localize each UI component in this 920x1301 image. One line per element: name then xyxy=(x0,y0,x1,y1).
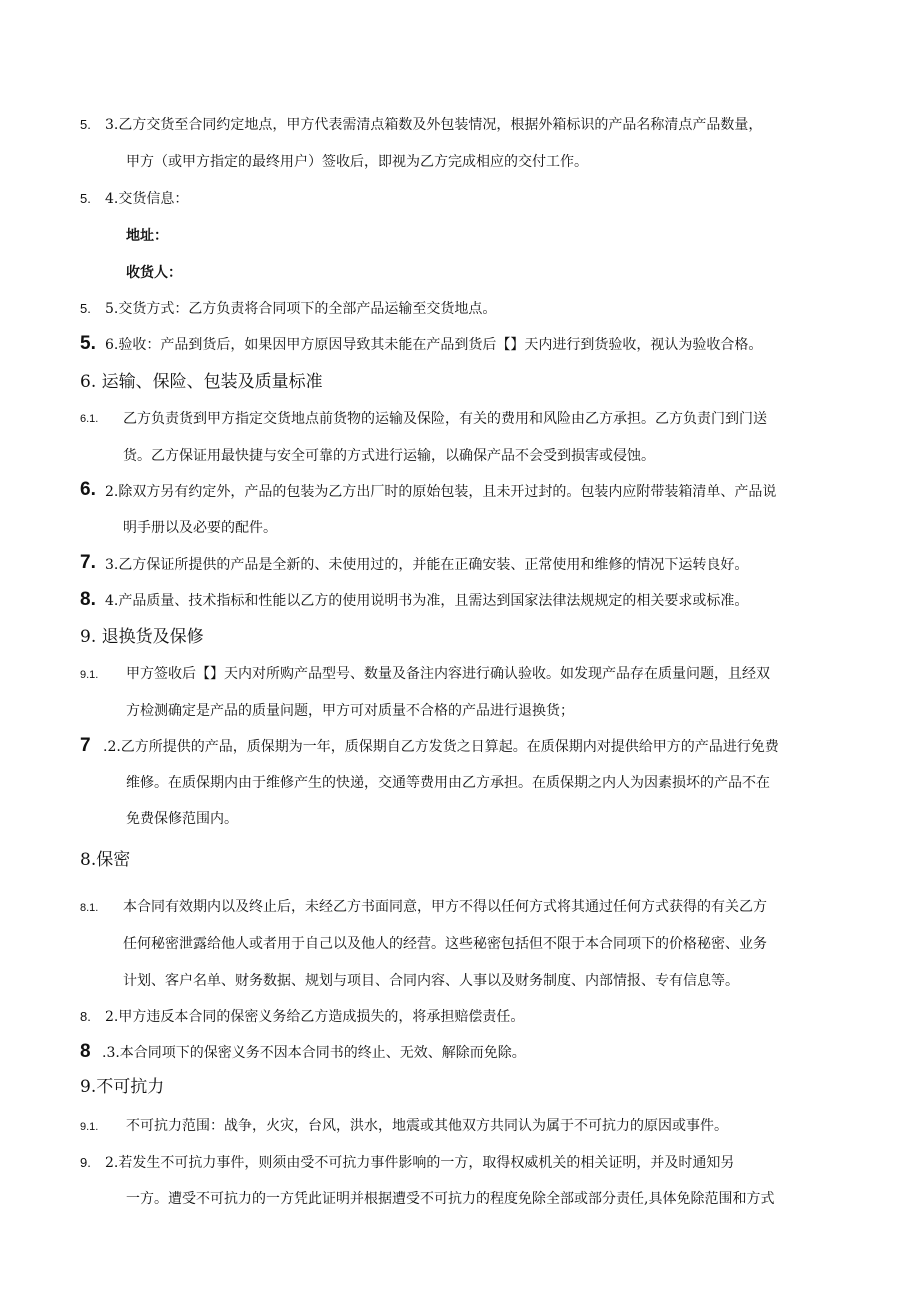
clause-number: 6. xyxy=(80,479,96,500)
clause-5-5-text: 5.交货方式：乙方负责将合同项下的全部产品运输至交货地点。 xyxy=(105,301,497,317)
clause-number: 8. xyxy=(80,1009,91,1024)
section-heading-9-returns: 9. 退换货及保修 xyxy=(80,627,204,647)
clause-number: 5. xyxy=(80,301,91,316)
address-label: 地址： xyxy=(126,228,168,244)
clause-7-3-text: 3.乙方保证所提供的产品是全新的、未使用过的，并能在正确安装、正常使用和维修的情况下运转良好。 xyxy=(105,557,749,573)
clause-9-1-text: 甲方签收后【】天内对所购产品型号、数量及备注内容进行确认验收。如发现产品存在质量问题，且经双 xyxy=(126,666,770,682)
clause-9-2-text-cont: 一方。遭受不可抗力的一方凭此证明并根据遭受不可抗力的程度免除全部或部分责任,具体免除范围和方式 xyxy=(126,1191,775,1207)
section-heading-6: 6. 运输、保险、包装及质量标准 xyxy=(80,372,323,392)
clause-8-3-text: .3.本合同项下的保密义务不因本合同书的终止、无效、解除而免除。 xyxy=(102,1045,526,1061)
clause-number: 7. xyxy=(80,552,96,573)
clause-9-1-text-cont: 方检测确定是产品的质量问题，甲方可对质量不合格的产品进行退换货； xyxy=(126,703,574,719)
clause-number: 9. xyxy=(80,1155,91,1170)
clause-6-1-text: 乙方负责货到甲方指定交货地点前货物的运输及保险，有关的费用和风险由乙方承担。乙方负责门到门送 xyxy=(123,411,767,427)
clause-5-6-text: 6.验收：产品到货后，如果因甲方原因导致其未能在产品到货后【】天内进行到货验收，视认为验收合格。 xyxy=(105,337,763,353)
clause-number: 8 xyxy=(80,1041,91,1062)
clause-7-2-text-cont2: 免费保修范围内。 xyxy=(126,811,238,827)
clause-8-1-text-cont: 任何秘密泄露给他人或者用于自己以及他人的经营。这些秘密包括但不限于本合同项下的价格秘密、业务 xyxy=(123,936,767,952)
clause-5-3-text-cont: 甲方（或甲方指定的最终用户）签收后，即视为乙方完成相应的交付工作。 xyxy=(126,154,588,170)
clause-9-2-text: 2.若发生不可抗力事件，则须由受不可抗力事件影响的一方，取得权威机关的相关证明，并及时通知另 xyxy=(105,1155,735,1171)
clause-6-2-text-cont: 明手册以及必要的配件。 xyxy=(123,520,277,536)
clause-7-2-text: .2.乙方所提供的产品，质保期为一年，质保期自乙方发货之日算起。在质保期内对提供给甲方的产品进行免费 xyxy=(103,739,779,755)
clause-8-1-text-cont2: 计划、客户名单、财务数据、规划与项目、合同内容、人事以及财务制度、内部情报、专有信息等。 xyxy=(123,973,739,989)
clause-number: 8. xyxy=(80,589,96,610)
section-heading-9-force-majeure: 9.不可抗力 xyxy=(80,1077,165,1097)
clause-8-4-text: 4.产品质量、技术指标和性能以乙方的使用说明书为准，且需达到国家法律法规规定的相关要求或标准。 xyxy=(105,593,749,609)
clause-9-1-fm-text: 不可抗力范围：战争，火灾，台风，洪水，地震或其他双方共同认为属于不可抗力的原因或事件。 xyxy=(126,1118,728,1134)
clause-8-1-text: 本合同有效期内以及终止后，未经乙方书面同意，甲方不得以任何方式将其通过任何方式获得的有关乙方 xyxy=(123,899,767,915)
clause-8-2-text: 2.甲方违反本合同的保密义务给乙方造成损失的，将承担赔偿责任。 xyxy=(105,1009,525,1025)
clause-number: 9.1. xyxy=(80,1121,99,1133)
clause-number: 5. xyxy=(80,333,96,354)
section-heading-8-confidentiality: 8.保密 xyxy=(80,850,131,870)
clause-7-2-text-cont: 维修。在质保期内由于维修产生的快递，交通等费用由乙方承担。在质保期之内人为因素损坏的产品不在 xyxy=(126,775,770,791)
clause-number: 8.1. xyxy=(80,902,99,914)
clause-5-4-text: 4.交货信息： xyxy=(105,191,189,207)
receiver-label: 收货人： xyxy=(126,265,182,281)
clause-number: 5. xyxy=(80,117,91,132)
clause-number: 9.1. xyxy=(80,669,99,681)
clause-number: 6.1. xyxy=(80,413,99,425)
clause-6-1-text-cont: 货。乙方保证用最快捷与安全可靠的方式进行运输，以确保产品不会受到损害或侵蚀。 xyxy=(123,448,655,464)
clause-5-3-text: 3.乙方交货至合同约定地点，甲方代表需清点箱数及外包装情况，根据外箱标识的产品名称清点产品数量， xyxy=(105,117,763,133)
clause-number: 7 xyxy=(80,735,91,756)
clause-number: 5. xyxy=(80,191,91,206)
clause-6-2-text: 2.除双方另有约定外，产品的包装为乙方出厂时的原始包装，且未开过封的。包装内应附带装箱清单、产品说 xyxy=(105,484,777,500)
